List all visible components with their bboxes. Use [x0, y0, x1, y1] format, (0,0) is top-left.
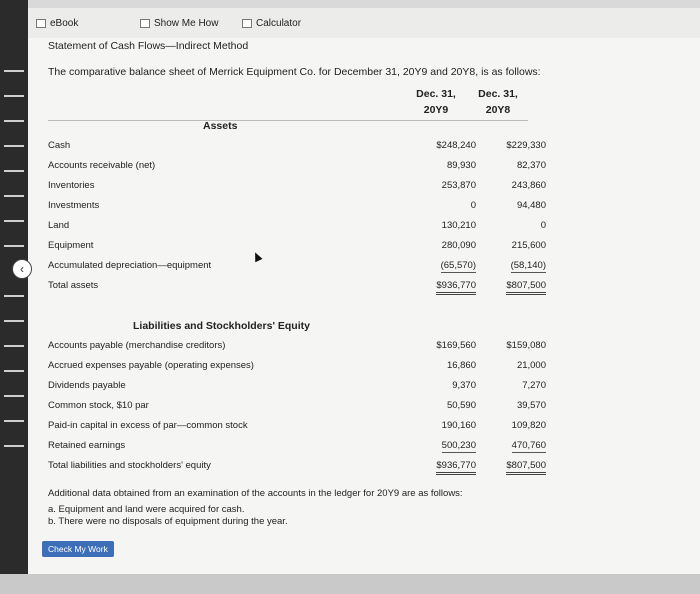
value-20y8: $807,500 — [506, 280, 546, 295]
table-row — [48, 218, 648, 236]
column-header-line: 20Y8 — [485, 104, 511, 116]
bottom-bar — [0, 574, 700, 594]
table-row — [48, 338, 648, 356]
panel-tick — [4, 370, 24, 372]
problem-page — [28, 8, 700, 578]
calculator-label: Calculator — [256, 18, 302, 29]
assets-title: Assets — [203, 120, 238, 132]
table-row — [48, 358, 648, 376]
row-label: Investments — [48, 200, 100, 211]
row-label: Land — [48, 220, 70, 231]
row-label: Equipment — [48, 240, 94, 251]
value-20y8: 243,860 — [511, 180, 546, 191]
page-title: Statement of Cash Flows—Indirect Method — [48, 40, 249, 52]
show-me-how-link[interactable] — [140, 18, 218, 29]
table-row — [48, 238, 648, 256]
column-header-line: Dec. 31, — [478, 88, 518, 100]
panel-tick — [4, 70, 24, 72]
table-row — [48, 418, 648, 436]
note-a: a. Equipment and land were acquired for cash. — [48, 504, 245, 515]
value-20y8: 21,000 — [516, 360, 546, 371]
panel-tick — [4, 120, 24, 122]
value-20y9: 130,210 — [441, 220, 476, 231]
value-20y8: $229,330 — [506, 140, 546, 151]
column-header-20y9 — [406, 86, 466, 118]
table-row — [48, 198, 648, 216]
video-icon — [140, 19, 150, 28]
panel-tick — [4, 145, 24, 147]
row-label: Accumulated depreciation—equipment — [48, 260, 212, 271]
liabilities-title: Liabilities and Stockholders' Equity — [133, 320, 310, 332]
value-20y9: $936,770 — [436, 280, 476, 295]
row-label: Paid-in capital in excess of par—common stock — [48, 420, 248, 431]
value-20y8: $159,080 — [506, 340, 546, 351]
value-20y9: 9,370 — [452, 380, 476, 391]
panel-tick — [4, 395, 24, 397]
table-row — [48, 398, 648, 416]
value-20y8: 94,480 — [516, 200, 546, 211]
table-row — [48, 458, 648, 476]
panel-tick — [4, 345, 24, 347]
value-20y8: $807,500 — [506, 460, 546, 475]
table-row — [48, 158, 648, 176]
table-row — [48, 438, 648, 456]
book-icon — [36, 19, 46, 28]
ebook-label: eBook — [50, 18, 79, 29]
value-20y9: 16,860 — [446, 360, 476, 371]
value-20y8: 39,570 — [516, 400, 546, 411]
column-header-line: Dec. 31, — [416, 88, 456, 100]
check-my-work-button[interactable]: Check My Work — [42, 541, 114, 557]
value-20y8: 0 — [540, 220, 546, 231]
table-row — [48, 178, 648, 196]
left-panel — [0, 0, 28, 594]
panel-tick — [4, 95, 24, 97]
value-20y9: 50,590 — [446, 400, 476, 411]
row-label: Accounts receivable (net) — [48, 160, 156, 171]
table-row — [48, 258, 648, 276]
row-label: Total liabilities and stockholders' equity — [48, 460, 211, 471]
ebook-link[interactable] — [36, 18, 78, 29]
column-header-20y8 — [468, 86, 528, 118]
value-20y9: 0 — [470, 200, 476, 211]
notes-intro: Additional data obtained from an examination of the accounts in the ledger for 20Y9 are as follows: — [48, 488, 463, 499]
table-row — [48, 278, 648, 296]
toolbar — [28, 8, 700, 38]
row-label: Common stock, $10 par — [48, 400, 149, 411]
chevron-left-icon: ‹ — [20, 262, 24, 276]
value-20y9: $248,240 — [436, 140, 476, 151]
panel-tick — [4, 420, 24, 422]
intro-text: The comparative balance sheet of Merrick Equipment Co. for December 31, 20Y9 and 20Y8, is as follows: — [48, 66, 541, 78]
divider — [48, 120, 528, 121]
value-20y8: 470,760 — [511, 440, 546, 451]
value-20y9: $169,560 — [436, 340, 476, 351]
panel-tick — [4, 295, 24, 297]
row-label: Accrued expenses payable (operating expenses) — [48, 360, 254, 371]
value-20y8: 215,600 — [511, 240, 546, 251]
value-20y9: $936,770 — [436, 460, 476, 475]
value-20y9: 280,090 — [441, 240, 476, 251]
value-20y8: 7,270 — [522, 380, 546, 391]
back-button[interactable] — [12, 259, 32, 279]
panel-tick — [4, 170, 24, 172]
panel-tick — [4, 195, 24, 197]
value-20y8: 109,820 — [511, 420, 546, 431]
value-20y9: 89,930 — [446, 160, 476, 171]
row-label: Total assets — [48, 280, 99, 291]
value-20y9: 500,230 — [441, 440, 476, 451]
panel-tick — [4, 445, 24, 447]
row-label: Retained earnings — [48, 440, 126, 451]
calculator-icon — [242, 19, 252, 28]
value-20y8: (58,140) — [510, 260, 546, 271]
table-row — [48, 138, 648, 156]
value-20y9: 190,160 — [441, 420, 476, 431]
panel-tick — [4, 220, 24, 222]
row-label: Dividends payable — [48, 380, 126, 391]
show-me-how-label: Show Me How — [154, 18, 219, 29]
note-b: b. There were no disposals of equipment during the year. — [48, 516, 288, 526]
calculator-link[interactable] — [242, 18, 301, 29]
row-label: Accounts payable (merchandise creditors) — [48, 340, 226, 351]
table-row — [48, 378, 648, 396]
value-20y9: 253,870 — [441, 180, 476, 191]
value-20y9: (65,570) — [440, 260, 476, 271]
panel-tick — [4, 245, 24, 247]
value-20y8: 82,370 — [516, 160, 546, 171]
column-header-line: 20Y9 — [423, 104, 449, 116]
row-label: Cash — [48, 140, 71, 151]
row-label: Inventories — [48, 180, 95, 191]
panel-tick — [4, 320, 24, 322]
